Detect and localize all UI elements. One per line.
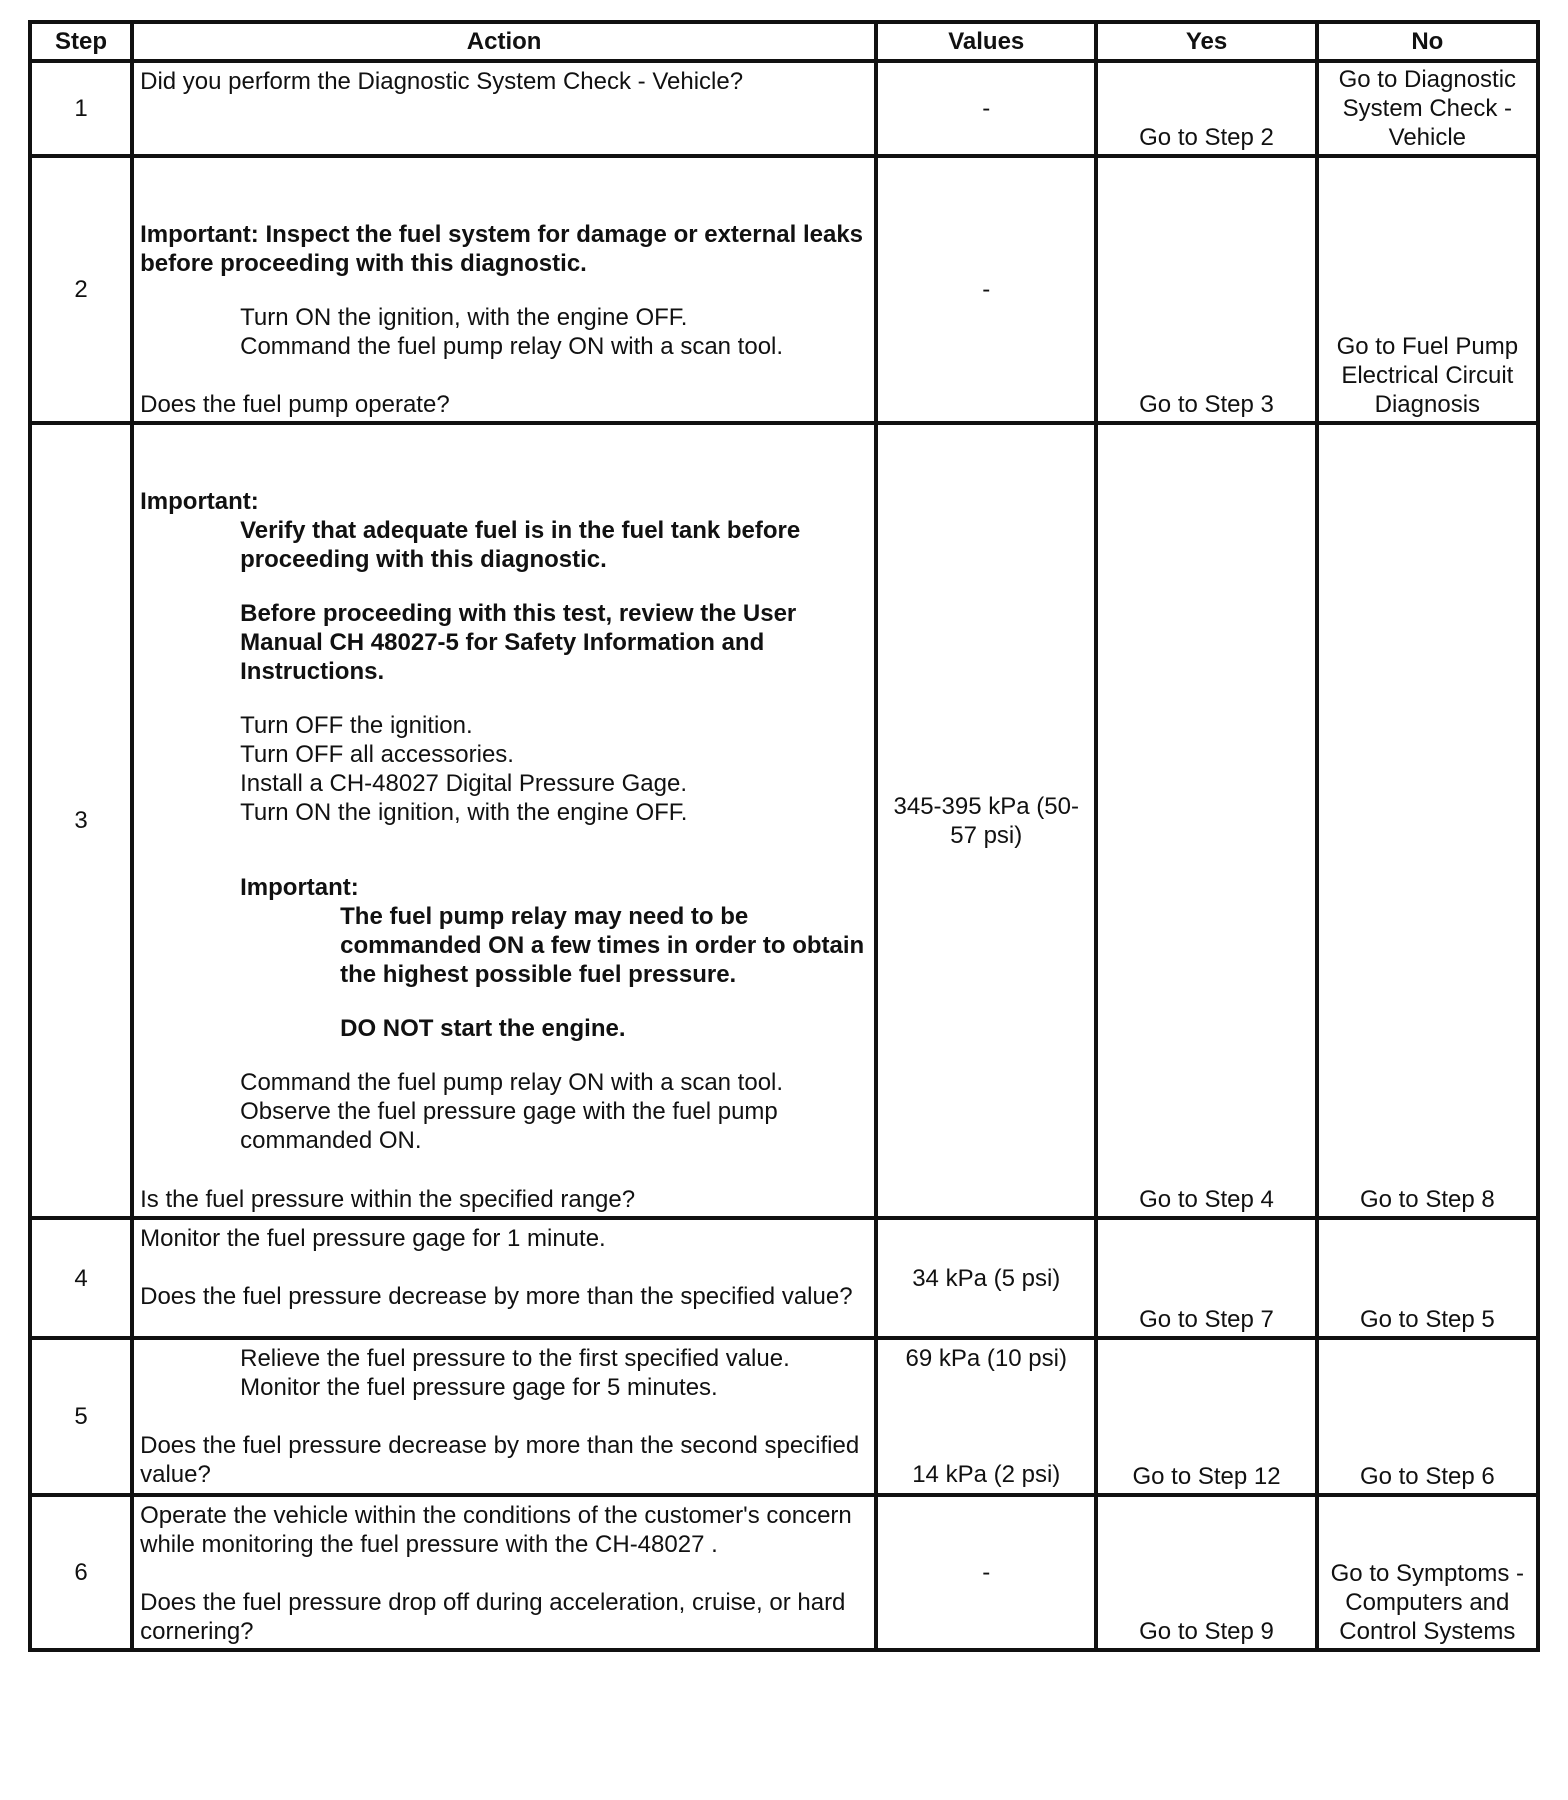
- action-line: Turn OFF all accessories.: [240, 741, 514, 768]
- step-number: 5: [30, 1338, 132, 1495]
- values-cell: -: [876, 156, 1096, 423]
- action-line: Turn ON the ignition, with the engine OFF.: [240, 799, 688, 826]
- important-note: The fuel pump relay may need to be commanded ON a few times in order to obtain the highest possible fuel pressure.: [340, 903, 865, 988]
- action-cell: [132, 1218, 876, 1338]
- table-row: [30, 423, 1538, 1218]
- yes-cell: Go to Step 7: [1096, 1218, 1316, 1338]
- action-line: Turn ON the ignition, with the engine OFF.: [240, 304, 688, 331]
- table-row: [30, 1338, 1538, 1495]
- action-line: Did you perform the Diagnostic System Check - Vehicle?: [140, 68, 744, 95]
- values-cell: -: [876, 61, 1096, 156]
- step-number: 4: [30, 1218, 132, 1338]
- table-row: [30, 1218, 1538, 1338]
- important-note: Before proceeding with this test, review the User Manual CH 48027-5 for Safety Information and Instructions.: [240, 600, 797, 685]
- header-row: [30, 22, 1538, 61]
- values-cell: 345-395 kPa (50-57 psi): [876, 423, 1096, 1218]
- no-cell: Go to Diagnostic System Check - Vehicle: [1317, 61, 1538, 156]
- values-cell: -: [876, 1495, 1096, 1650]
- action-line: Operate the vehicle within the conditions of the customer's concern while monitoring the fuel pressure with the CH-48027 .: [140, 1502, 852, 1558]
- values-cell: 34 kPa (5 psi): [876, 1218, 1096, 1338]
- action-question: Does the fuel pump operate?: [140, 391, 450, 418]
- action-question: Is the fuel pressure within the specified range?: [140, 1186, 636, 1213]
- yes-cell: Go to Step 3: [1096, 156, 1316, 423]
- second-value: 14 kPa (2 psi): [912, 1461, 1061, 1488]
- diagnostic-table: [28, 20, 1540, 1652]
- no-cell: Go to Step 8: [1317, 423, 1538, 1218]
- action-cell: [132, 156, 876, 423]
- first-value: 69 kPa (10 psi): [905, 1345, 1067, 1372]
- action-line: Monitor the fuel pressure gage for 5 minutes.: [240, 1374, 718, 1401]
- action-line: Relieve the fuel pressure to the first specified value.: [240, 1345, 790, 1372]
- yes-cell: Go to Step 12: [1096, 1338, 1316, 1495]
- action-question: Does the fuel pressure decrease by more than the second specified value?: [140, 1432, 860, 1488]
- action-line: Observe the fuel pressure gage with the fuel pump commanded ON.: [240, 1098, 778, 1154]
- step-number: 1: [30, 61, 132, 156]
- no-cell: Go to Step 6: [1317, 1338, 1538, 1495]
- yes-cell: Go to Step 4: [1096, 423, 1316, 1218]
- no-cell: Go to Step 5: [1317, 1218, 1538, 1338]
- action-question: Does the fuel pressure decrease by more than the specified value?: [140, 1283, 853, 1310]
- table-row: [30, 61, 1538, 156]
- yes-cell: Go to Step 2: [1096, 61, 1316, 156]
- no-cell: Go to Fuel Pump Electrical Circuit Diagnosis: [1317, 156, 1538, 423]
- no-cell: Go to Symptoms - Computers and Control Systems: [1317, 1495, 1538, 1650]
- header-no: No: [1317, 22, 1538, 61]
- important-label: Important:: [240, 874, 359, 901]
- header-action: Action: [132, 22, 876, 61]
- values-cell: [876, 1338, 1096, 1495]
- important-note: Important: Inspect the fuel system for damage or external leaks before proceeding with this diagnostic.: [140, 221, 864, 277]
- table-row: [30, 1495, 1538, 1650]
- important-note: Verify that adequate fuel is in the fuel tank before proceeding with this diagnostic.: [240, 517, 801, 573]
- warning-note: DO NOT start the engine.: [340, 1015, 626, 1042]
- action-cell: [132, 423, 876, 1218]
- action-question: Does the fuel pressure drop off during acceleration, cruise, or hard cornering?: [140, 1589, 846, 1645]
- action-cell: [132, 61, 876, 156]
- action-line: Turn OFF the ignition.: [240, 712, 473, 739]
- step-number: 6: [30, 1495, 132, 1650]
- header-yes: Yes: [1096, 22, 1316, 61]
- action-line: Monitor the fuel pressure gage for 1 minute.: [140, 1225, 606, 1252]
- step-number: 2: [30, 156, 132, 423]
- header-step: Step: [30, 22, 132, 61]
- important-label: Important:: [140, 488, 259, 515]
- action-cell: [132, 1338, 876, 1495]
- header-values: Values: [876, 22, 1096, 61]
- action-cell: [132, 1495, 876, 1650]
- yes-cell: Go to Step 9: [1096, 1495, 1316, 1650]
- action-line: Command the fuel pump relay ON with a scan tool.: [240, 1069, 784, 1096]
- action-line: Install a CH-48027 Digital Pressure Gage.: [240, 770, 688, 797]
- table-row: [30, 156, 1538, 423]
- action-line: Command the fuel pump relay ON with a scan tool.: [240, 333, 784, 360]
- step-number: 3: [30, 423, 132, 1218]
